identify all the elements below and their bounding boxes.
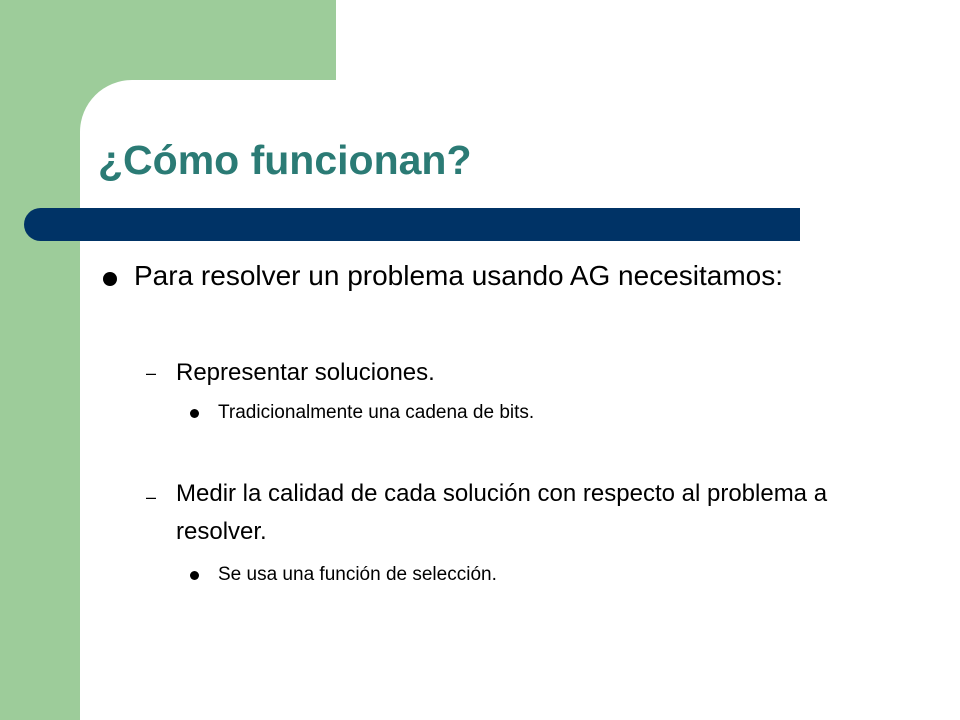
bullet-dot bbox=[190, 409, 199, 418]
subitem-text: Medir la calidad de cada solución con respecto al problema a resolver. bbox=[176, 480, 828, 545]
bullet-text: Para resolver un problema usando AG necesitamos: bbox=[134, 260, 784, 291]
sub-subitem-text: Tradicionalmente una cadena de bits. bbox=[218, 402, 535, 423]
slide-title: ¿Cómo funcionan? bbox=[98, 137, 472, 183]
sub-subitem-text: Se usa una función de selección. bbox=[218, 564, 497, 585]
dash-marker: – bbox=[146, 487, 157, 507]
bullet-dot bbox=[103, 272, 117, 286]
bullet-dot bbox=[190, 571, 199, 580]
subitem-text: Representar soluciones. bbox=[176, 359, 435, 386]
dash-marker: – bbox=[146, 363, 157, 383]
